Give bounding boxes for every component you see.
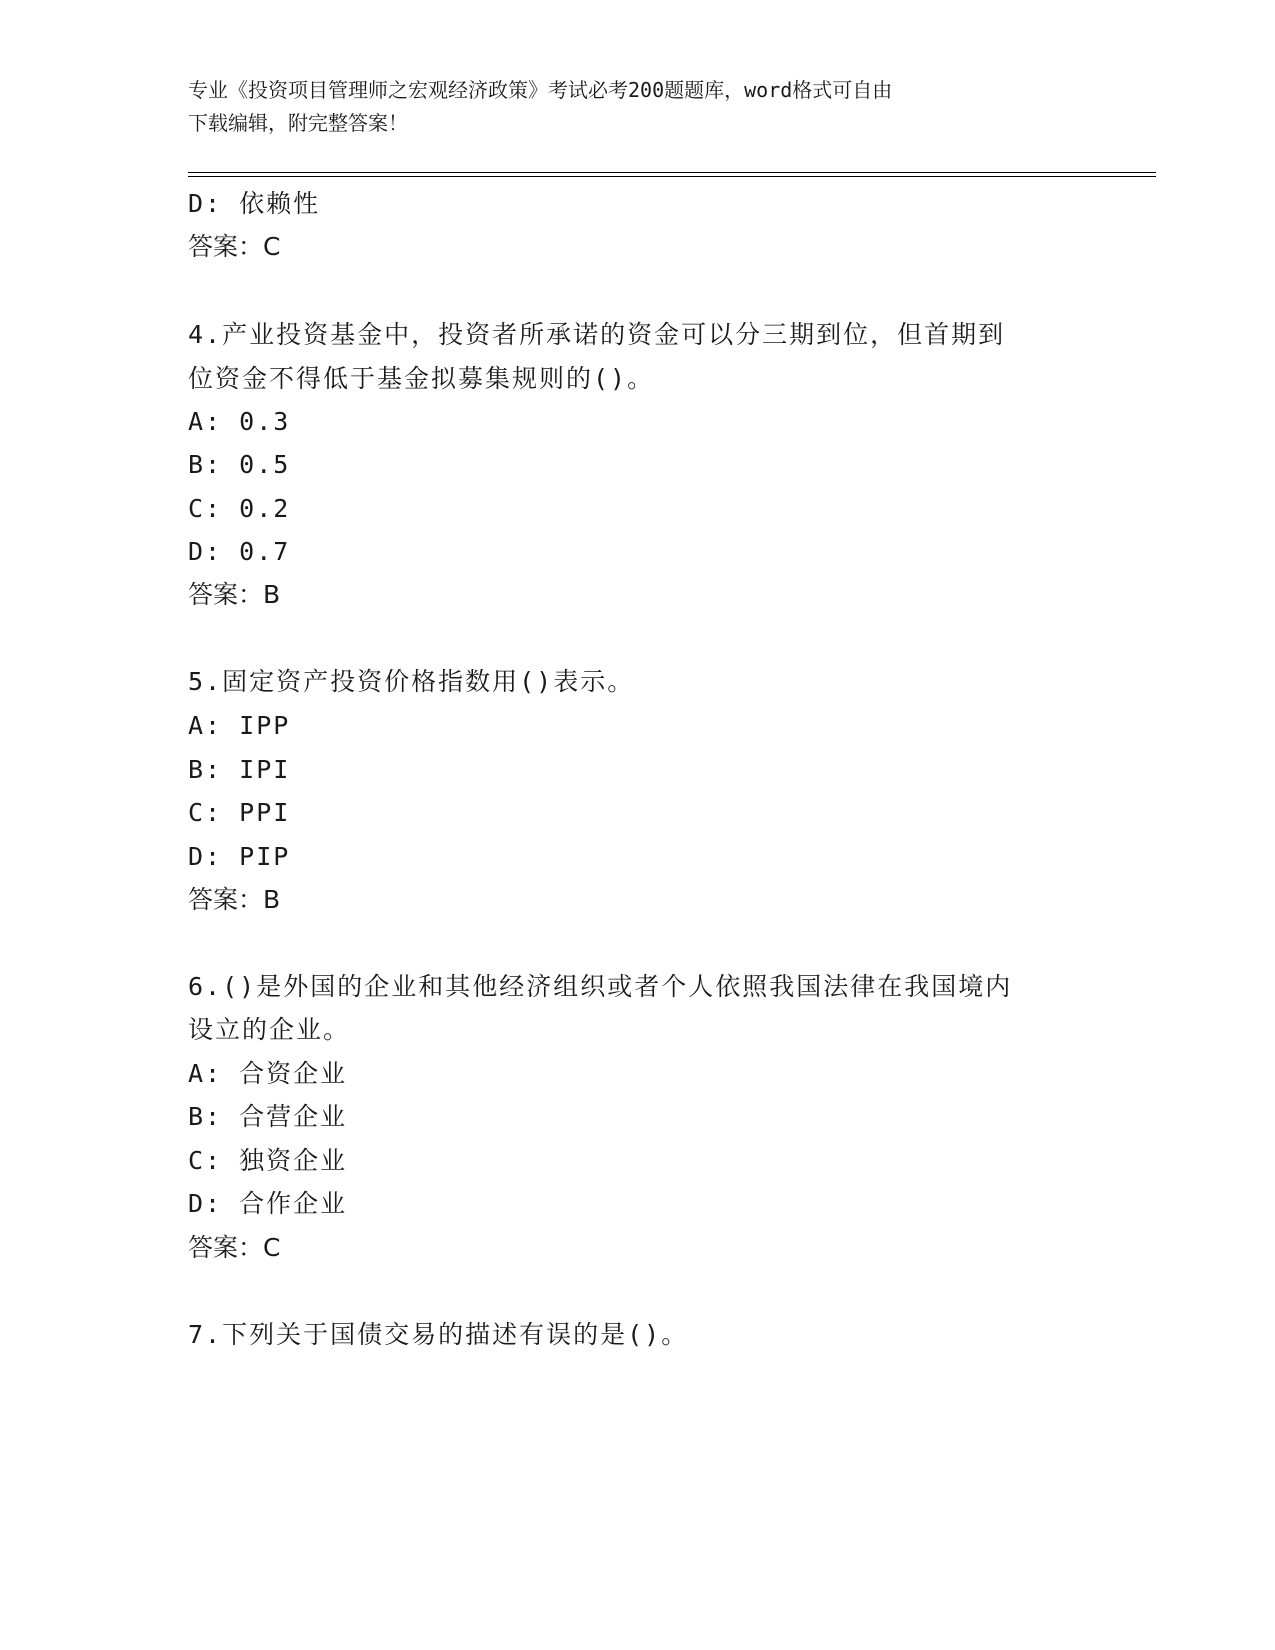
q4-option-a: A: 0.3 bbox=[188, 407, 291, 436]
q5-option-a: A: IPP bbox=[188, 711, 291, 740]
q4-option-b: B: 0.5 bbox=[188, 450, 291, 479]
q7-stem-line-1: 7.下列关于国债交易的描述有误的是()。 bbox=[188, 1320, 689, 1349]
q4-answer: 答案：B bbox=[188, 580, 281, 609]
q6-option-d: D: 合作企业 bbox=[188, 1189, 348, 1218]
q5-option-c: C: PPI bbox=[188, 798, 291, 827]
header-title-line-2: 下载编辑，附完整答案！ bbox=[188, 111, 408, 135]
q4-option-c: C: 0.2 bbox=[188, 494, 291, 523]
q6-option-a: A: 合资企业 bbox=[188, 1059, 348, 1088]
q5-option-d: D: PIP bbox=[188, 842, 291, 871]
q6-stem-line-2: 设立的企业。 bbox=[188, 1015, 351, 1044]
q5-option-b: B: IPI bbox=[188, 755, 291, 784]
header-title-line-1: 专业《投资项目管理师之宏观经济政策》考试必考200题题库，word格式可自由 bbox=[188, 78, 893, 102]
header-rule-top bbox=[188, 172, 1156, 173]
q6-stem-line-1: 6.()是外国的企业和其他经济组织或者个人依照我国法律在我国境内 bbox=[188, 972, 1013, 1001]
q4-stem-line-2: 位资金不得低于基金拟募集规则的()。 bbox=[188, 364, 655, 393]
header-rule-bottom bbox=[188, 176, 1156, 177]
q6-option-b: B: 合营企业 bbox=[188, 1102, 348, 1131]
q4-option-d: D: 0.7 bbox=[188, 537, 291, 566]
q5-stem-line-1: 5.固定资产投资价格指数用()表示。 bbox=[188, 667, 635, 696]
q3-option-d: D: 依赖性 bbox=[188, 189, 321, 218]
q3-answer: 答案：C bbox=[188, 232, 281, 261]
q6-option-c: C: 独资企业 bbox=[188, 1146, 348, 1175]
q5-answer: 答案：B bbox=[188, 885, 281, 914]
q6-answer: 答案：C bbox=[188, 1233, 281, 1262]
q4-stem-line-1: 4.产业投资基金中，投资者所承诺的资金可以分三期到位，但首期到 bbox=[188, 320, 1006, 349]
